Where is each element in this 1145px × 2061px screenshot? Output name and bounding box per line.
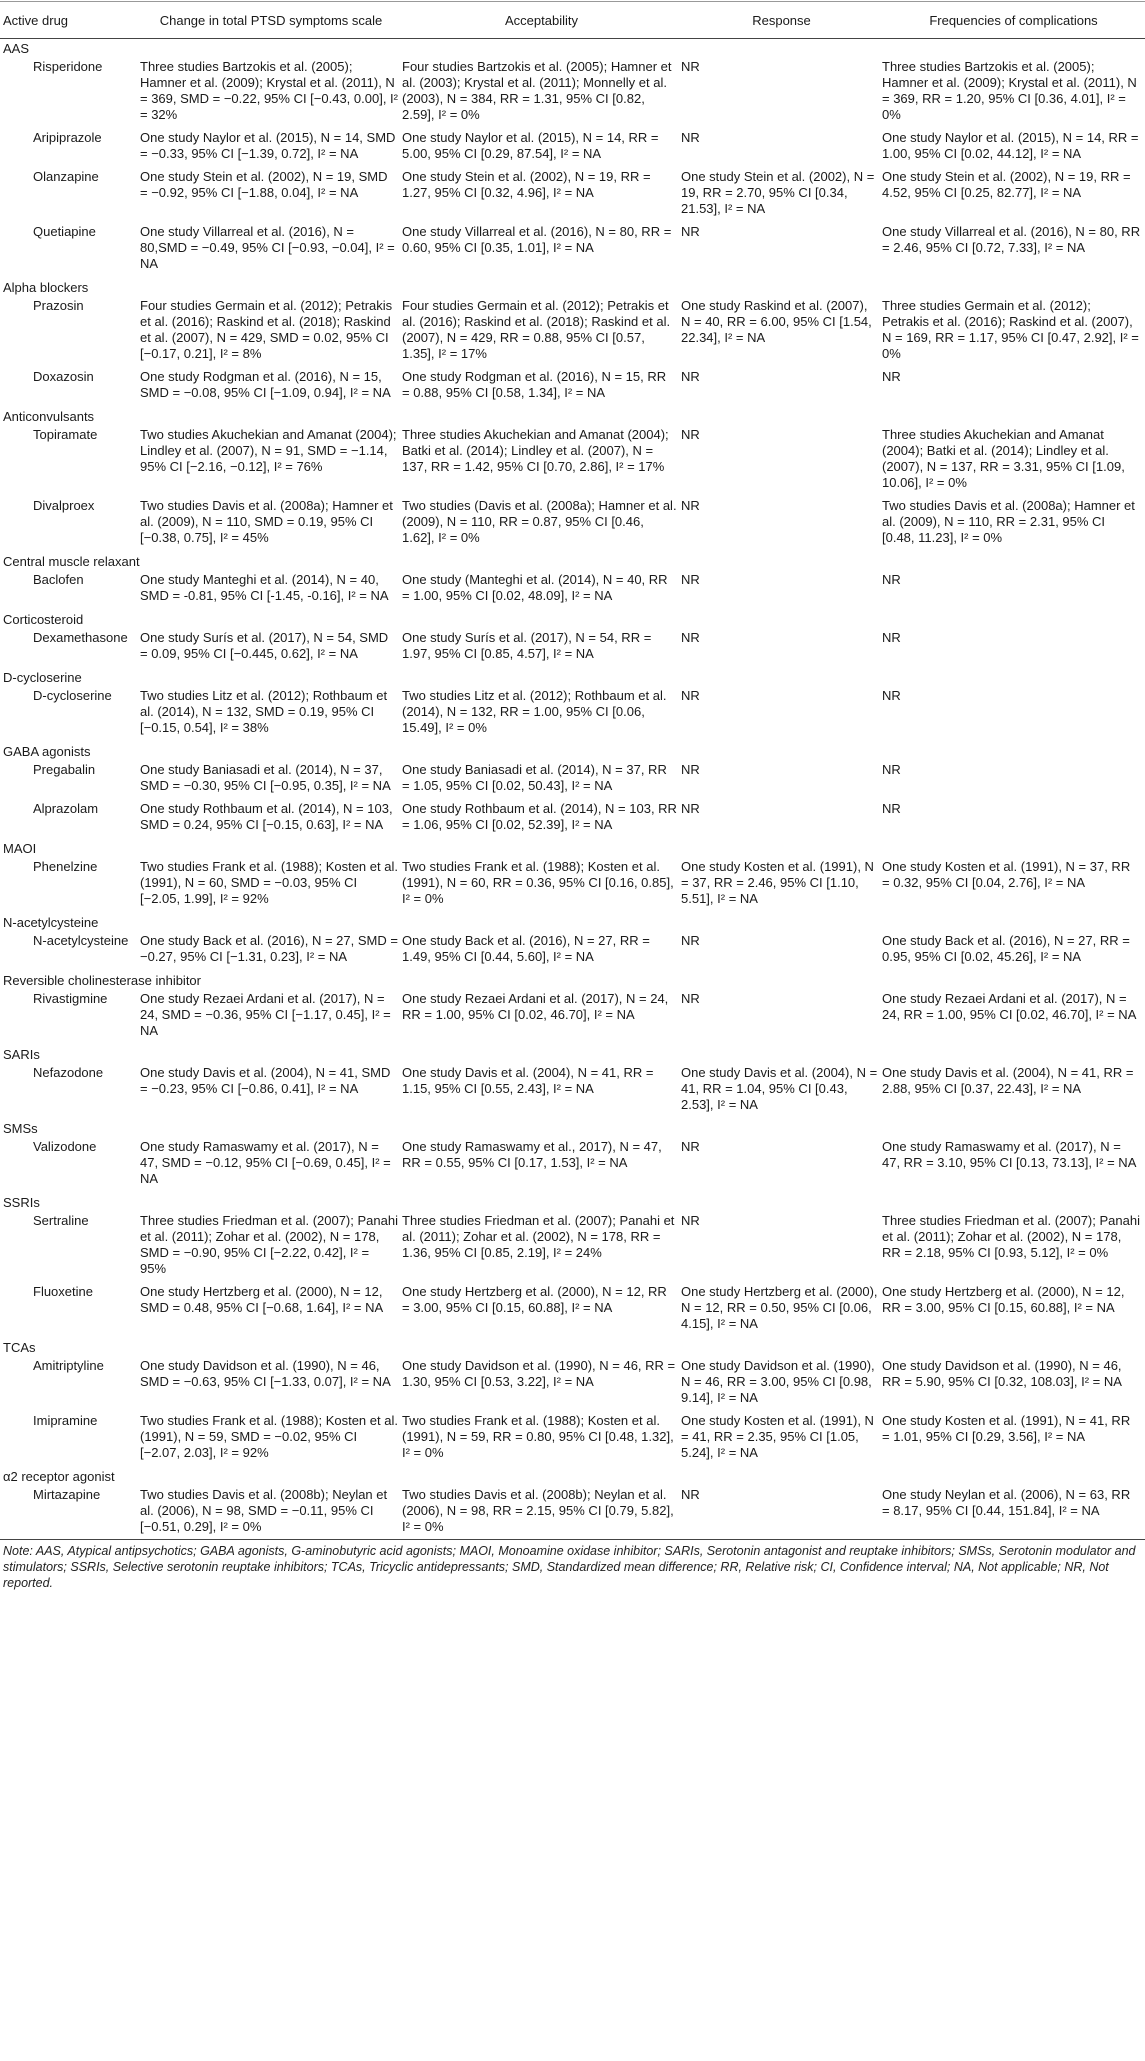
complications-cell: One study Davis et al. (2004), N = 41, RR = 2.88, 95% CI [0.37, 22.43], I² = NA	[882, 1065, 1134, 1096]
response-cell: NR	[681, 991, 700, 1006]
table-row	[0, 687, 1145, 742]
change-cell: One study Rothbaum et al. (2014), N = 103, SMD = 0.24, 95% CI [−0.15, 0.63], I² = NA	[140, 801, 393, 832]
category-row	[0, 1193, 1145, 1212]
response-cell: NR	[681, 572, 700, 587]
complications-cell: One study Ramaswamy et al. (2017), N = 47, RR = 3.10, 95% CI [0.13, 73.13], I² = NA	[882, 1139, 1137, 1170]
drug-name-cell: Olanzapine	[33, 169, 99, 184]
drug-name-cell: Quetiapine	[33, 224, 96, 239]
drug-name-cell: D-cycloserine	[33, 688, 112, 703]
category-label: Alpha blockers	[3, 280, 89, 295]
table-row	[0, 1486, 1145, 1540]
drug-name-cell: Valizodone	[33, 1139, 97, 1154]
header-change-ptsd: Change in total PTSD symptoms scale	[140, 2, 402, 39]
response-cell: NR	[681, 762, 700, 777]
drug-name-cell: Amitriptyline	[33, 1358, 104, 1373]
complications-cell: NR	[882, 572, 901, 587]
complications-cell: One study Neylan et al. (2006), N = 63, RR = 8.17, 95% CI [0.44, 151.84], I² = NA	[882, 1486, 1145, 1540]
change-cell: Two studies Davis et al. (2008b); Neylan et al. (2006), N = 98, SMD = −0.11, 95% CI [−0.51, 0.29], I² = 0%	[140, 1486, 402, 1540]
category-row	[0, 971, 1145, 990]
complications-cell: One study Kosten et al. (1991), N = 37, RR = 0.32, 95% CI [0.04, 2.76], I² = NA	[882, 859, 1131, 890]
complications-cell: One study Kosten et al. (1991), N = 41, RR = 1.01, 95% CI [0.29, 3.56], I² = NA	[882, 1413, 1131, 1444]
acceptability-cell: One study Baniasadi et al. (2014), N = 37, RR = 1.05, 95% CI [0.02, 50.43], I² = NA	[402, 762, 667, 793]
acceptability-cell: One study Rothbaum et al. (2014), N = 103, RR = 1.06, 95% CI [0.02, 52.39], I² = NA	[402, 801, 677, 832]
table-body	[0, 39, 1145, 1540]
drug-name-cell: Nefazodone	[33, 1065, 104, 1080]
response-cell: One study Davis et al. (2004), N = 41, RR = 1.04, 95% CI [0.43, 2.53], I² = NA	[681, 1065, 878, 1112]
table-row	[0, 990, 1145, 1045]
acceptability-cell: One study Ramaswamy et al., 2017), N = 47, RR = 0.55, 95% CI [0.17, 1.53], I² = NA	[402, 1139, 662, 1170]
complications-cell: NR	[882, 630, 901, 645]
category-row	[0, 913, 1145, 932]
table-row	[0, 932, 1145, 971]
acceptability-cell: One study Stein et al. (2002), N = 19, RR = 1.27, 95% CI [0.32, 4.96], I² = NA	[402, 169, 651, 200]
category-row	[0, 1119, 1145, 1138]
results-table	[0, 1, 1145, 1540]
table-header	[0, 2, 1145, 39]
acceptability-cell: One study Rodgman et al. (2016), N = 15, RR = 0.88, 95% CI [0.58, 1.34], I² = NA	[402, 369, 667, 400]
drug-name-cell: Prazosin	[33, 298, 84, 313]
complications-cell: NR	[882, 369, 901, 384]
change-cell: Two studies Akuchekian and Amanat (2004); Lindley et al. (2007), N = 91, SMD = −1.14, 95% CI [−2.16, −0.12], I² = 76%	[140, 427, 397, 474]
category-label: Anticonvulsants	[3, 409, 95, 424]
table-row	[0, 1412, 1145, 1467]
complications-cell: One study Davidson et al. (1990), N = 46, RR = 5.90, 95% CI [0.32, 108.03], I² = NA	[882, 1358, 1122, 1389]
change-cell: One study Villarreal et al. (2016), N = 80,SMD = −0.49, 95% CI [−0.93, −0.04], I² = NA	[140, 224, 395, 271]
table-row	[0, 297, 1145, 368]
category-label: D-cycloserine	[3, 670, 82, 685]
category-label: Reversible cholinesterase inhibitor	[3, 973, 201, 988]
category-label: SMSs	[3, 1121, 38, 1136]
complications-cell: Three studies Bartzokis et al. (2005); Hamner et al. (2009); Krystal et al. (2011), N = 369, RR = 1.20, 95% CI [0.36, 4.01], I² = 0%	[882, 59, 1137, 122]
category-row	[0, 668, 1145, 687]
response-cell: NR	[681, 1486, 882, 1540]
table-row	[0, 1064, 1145, 1119]
acceptability-cell: Two studies Frank et al. (1988); Kosten et al. (1991), N = 59, RR = 0.80, 95% CI [0.48, 1.32], I² = 0%	[402, 1413, 674, 1460]
drug-name-cell: N-acetylcysteine	[33, 933, 129, 948]
change-cell: Two studies Litz et al. (2012); Rothbaum et al. (2014), N = 132, SMD = 0.19, 95% CI [−0.15, 0.54], I² = 38%	[140, 688, 388, 735]
change-cell: One study Back et al. (2016), N = 27, SMD = −0.27, 95% CI [−1.31, 0.23], I² = NA	[140, 933, 398, 964]
acceptability-cell: Two studies Davis et al. (2008b); Neylan et al. (2006), N = 98, RR = 2.15, 95% CI [0.79, 5.82], I² = 0%	[402, 1486, 681, 1540]
drug-name-cell: Dexamethasone	[33, 630, 128, 645]
drug-name-cell: Phenelzine	[33, 859, 98, 874]
table-row	[0, 1283, 1145, 1338]
header-response: Response	[681, 2, 882, 39]
category-label: α2 receptor agonist	[3, 1469, 115, 1484]
response-cell: One study Kosten et al. (1991), N = 37, RR = 2.46, 95% CI [1.10, 5.51], I² = NA	[681, 859, 874, 906]
change-cell: Two studies Frank et al. (1988); Kosten et al. (1991), N = 59, SMD = −0.02, 95% CI [−2.07, 2.03], I² = 92%	[140, 1413, 398, 1460]
table-row	[0, 629, 1145, 668]
table-row	[0, 1212, 1145, 1283]
acceptability-cell: Two studies Frank et al. (1988); Kosten et al. (1991), N = 60, RR = 0.36, 95% CI [0.16, 0.85], I² = 0%	[402, 859, 674, 906]
drug-name-cell: Doxazosin	[33, 369, 94, 384]
complications-cell: Two studies Davis et al. (2008a); Hamner et al. (2009), N = 110, RR = 2.31, 95% CI [0.48, 11.23], I² = 0%	[882, 498, 1135, 545]
response-cell: NR	[681, 933, 700, 948]
change-cell: One study Stein et al. (2002), N = 19, SMD = −0.92, 95% CI [−1.88, 0.04], I² = NA	[140, 169, 388, 200]
category-row	[0, 278, 1145, 297]
response-cell: NR	[681, 130, 700, 145]
change-cell: One study Ramaswamy et al. (2017), N = 47, SMD = −0.12, 95% CI [−0.69, 0.45], I² = NA	[140, 1139, 391, 1186]
acceptability-cell: One study Surís et al. (2017), N = 54, RR = 1.97, 95% CI [0.85, 4.57], I² = NA	[402, 630, 652, 661]
category-row	[0, 1338, 1145, 1357]
header-acceptability: Acceptability	[402, 2, 681, 39]
table-row	[0, 223, 1145, 278]
drug-name-cell: Fluoxetine	[33, 1284, 93, 1299]
table-row	[0, 168, 1145, 223]
header-active-drug: Active drug	[0, 2, 140, 39]
header-complications: Frequencies of complications	[882, 2, 1145, 39]
drug-name-cell: Imipramine	[33, 1413, 98, 1428]
change-cell: One study Manteghi et al. (2014), N = 40, SMD = -0.81, 95% CI [-1.45, -0.16], I² = NA	[140, 572, 389, 603]
response-cell: One study Stein et al. (2002), N = 19, RR = 2.70, 95% CI [0.34, 21.53], I² = NA	[681, 169, 875, 216]
drug-name-cell: Pregabalin	[33, 762, 96, 777]
complications-cell: Three studies Germain et al. (2012); Petrakis et al. (2016); Raskind et al. (2007), N = 169, RR = 1.17, 95% CI [0.47, 2.92], I² = 0%	[882, 298, 1139, 361]
response-cell: NR	[681, 688, 700, 703]
table-row	[0, 368, 1145, 407]
acceptability-cell: Four studies Bartzokis et al. (2005); Hamner et al. (2003); Krystal et al. (2011); Monnelly et al. (2003), N = 384, RR = 1.31, 95% CI [0.82, 2.59], I² = 0%	[402, 59, 672, 122]
change-cell: One study Davidson et al. (1990), N = 46, SMD = −0.63, 95% CI [−1.33, 0.07], I² = NA	[140, 1358, 391, 1389]
table-footnote: Note: AAS, Atypical antipsychotics; GABA agonists, G-aminobutyric acid agonists; MAOI, Monoamine oxidase inhibitor; SARIs, Serotonin antagonist and reuptake inhibitors; SMSs, Serotonin modulator and stimulators; SSRIs, Selective serotonin reuptake inhibitors; TCAs, Tricyclic antidepressants; SMD, Standardized mean difference; RR, Relative risk; CI, Confidence interval; NA, Not applicable; NR, Not reported.	[3, 1544, 1136, 1590]
complications-cell: One study Hertzberg et al. (2000), N = 12, RR = 3.00, 95% CI [0.15, 60.88], I² = NA	[882, 1284, 1125, 1315]
acceptability-cell: Four studies Germain et al. (2012); Petrakis et al. (2016); Raskind et al. (2018); Raskind et al. (2007), N = 429, RR = 0.88, 95% CI [0.57, 1.35], I² = 17%	[402, 298, 671, 361]
category-row	[0, 839, 1145, 858]
acceptability-cell: One study Naylor et al. (2015), N = 14, RR = 5.00, 95% CI [0.29, 87.54], I² = NA	[402, 130, 659, 161]
acceptability-cell: One study Davidson et al. (1990), N = 46, RR = 1.30, 95% CI [0.53, 3.22], I² = NA	[402, 1358, 676, 1389]
category-label: N-acetylcysteine	[3, 915, 99, 930]
change-cell: One study Hertzberg et al. (2000), N = 12, SMD = 0.48, 95% CI [−0.68, 1.64], I² = NA	[140, 1284, 384, 1315]
response-cell: NR	[681, 630, 700, 645]
complications-cell: One study Villarreal et al. (2016), N = 80, RR = 2.46, 95% CI [0.72, 7.33], I² = NA	[882, 224, 1141, 255]
acceptability-cell: One study Davis et al. (2004), N = 41, RR = 1.15, 95% CI [0.55, 2.43], I² = NA	[402, 1065, 654, 1096]
response-cell: One study Hertzberg et al. (2000), N = 12, RR = 0.50, 95% CI [0.06, 4.15], I² = NA	[681, 1284, 878, 1331]
category-row	[0, 1045, 1145, 1064]
acceptability-cell: Two studies (Davis et al. (2008a); Hamner et al. (2009), N = 110, RR = 0.87, 95% CI [0.46, 1.62], I² = 0%	[402, 498, 677, 545]
table-row	[0, 858, 1145, 913]
table-row	[0, 1138, 1145, 1193]
drug-name-cell: Topiramate	[33, 427, 98, 442]
category-row	[0, 742, 1145, 761]
complications-cell: NR	[882, 762, 901, 777]
response-cell: NR	[681, 801, 700, 816]
table-row	[0, 571, 1145, 610]
change-cell: One study Surís et al. (2017), N = 54, SMD = 0.09, 95% CI [−0.445, 0.62], I² = NA	[140, 630, 389, 661]
acceptability-cell: Three studies Akuchekian and Amanat (2004); Batki et al. (2014); Lindley et al. (2007), N = 137, RR = 1.42, 95% CI [0.70, 2.86], I² = 17%	[402, 427, 669, 474]
category-row	[0, 610, 1145, 629]
category-label: Central muscle relaxant	[3, 554, 140, 569]
category-label: MAOI	[3, 841, 37, 856]
complications-cell: One study Rezaei Ardani et al. (2017), N = 24, RR = 1.00, 95% CI [0.02, 46.70], I² = NA	[882, 991, 1137, 1022]
table-row	[0, 761, 1145, 800]
complications-cell: NR	[882, 688, 901, 703]
drug-name-cell: Mirtazapine	[0, 1486, 140, 1540]
response-cell: One study Davidson et al. (1990), N = 46, RR = 3.00, 95% CI [0.98, 9.14], I² = NA	[681, 1358, 875, 1405]
drug-name-cell: Risperidone	[33, 59, 103, 74]
complications-cell: NR	[882, 801, 901, 816]
table-row	[0, 800, 1145, 839]
change-cell: One study Rezaei Ardani et al. (2017), N = 24, SMD = −0.36, 95% CI [−1.17, 0.45], I² = NA	[140, 991, 391, 1038]
response-cell: NR	[681, 224, 700, 239]
drug-name-cell: Baclofen	[33, 572, 84, 587]
table-row	[0, 129, 1145, 168]
complications-cell: One study Naylor et al. (2015), N = 14, RR = 1.00, 95% CI [0.02, 44.12], I² = NA	[882, 130, 1139, 161]
response-cell: NR	[681, 427, 700, 442]
category-row	[0, 1467, 1145, 1486]
category-label: GABA agonists	[3, 744, 91, 759]
response-cell: NR	[681, 1139, 700, 1154]
change-cell: One study Davis et al. (2004), N = 41, SMD = −0.23, 95% CI [−0.86, 0.41], I² = NA	[140, 1065, 391, 1096]
category-row	[0, 39, 1145, 59]
acceptability-cell: Three studies Friedman et al. (2007); Panahi et al. (2011); Zohar et al. (2002), N = 178, RR = 1.36, 95% CI [0.85, 2.19], I² = 24%	[402, 1213, 675, 1260]
acceptability-cell: One study Villarreal et al. (2016), N = 80, RR = 0.60, 95% CI [0.35, 1.01], I² = NA	[402, 224, 672, 255]
response-cell: NR	[681, 369, 700, 384]
response-cell: One study Raskind et al. (2007), N = 40, RR = 6.00, 95% CI [1.54, 22.34], I² = NA	[681, 298, 872, 345]
change-cell: One study Baniasadi et al. (2014), N = 37, SMD = −0.30, 95% CI [−0.95, 0.35], I² = NA	[140, 762, 391, 793]
change-cell: Four studies Germain et al. (2012); Petrakis et al. (2016); Raskind et al. (2018); Raskind et al. (2007), N = 429, SMD = 0.02, 95% CI [−0.17, 0.21], I² = 8%	[140, 298, 393, 361]
response-cell: NR	[681, 59, 700, 74]
category-label: SARIs	[3, 1047, 40, 1062]
change-cell: Three studies Friedman et al. (2007); Panahi et al. (2011); Zohar et al. (2002), N = 178, SMD = −0.90, 95% CI [−2.22, 0.42], I² = 95%	[140, 1213, 398, 1276]
complications-cell: Three studies Akuchekian and Amanat (2004); Batki et al. (2014); Lindley et al. (2007), N = 137, RR = 3.31, 95% CI [1.09, 10.06], I² = 0%	[882, 427, 1125, 490]
response-cell: One study Kosten et al. (1991), N = 41, RR = 2.35, 95% CI [1.05, 5.24], I² = NA	[681, 1413, 874, 1460]
table-row	[0, 426, 1145, 497]
drug-name-cell: Divalproex	[33, 498, 95, 513]
category-label: AAS	[3, 41, 30, 56]
acceptability-cell: One study (Manteghi et al. (2014), N = 40, RR = 1.00, 95% CI [0.02, 48.09], I² = NA	[402, 572, 668, 603]
response-cell: NR	[681, 498, 700, 513]
table-row	[0, 1357, 1145, 1412]
table-row	[0, 497, 1145, 552]
change-cell: Two studies Davis et al. (2008a); Hamner et al. (2009), N = 110, SMD = 0.19, 95% CI [−0.38, 0.75], I² = 45%	[140, 498, 393, 545]
category-label: TCAs	[3, 1340, 36, 1355]
acceptability-cell: One study Back et al. (2016), N = 27, RR = 1.49, 95% CI [0.44, 5.60], I² = NA	[402, 933, 650, 964]
category-row	[0, 552, 1145, 571]
complications-cell: One study Back et al. (2016), N = 27, RR = 0.95, 95% CI [0.02, 45.26], I² = NA	[882, 933, 1130, 964]
table-row	[0, 58, 1145, 129]
drug-name-cell: Alprazolam	[33, 801, 99, 816]
complications-cell: One study Stein et al. (2002), N = 19, RR = 4.52, 95% CI [0.25, 82.77], I² = NA	[882, 169, 1131, 200]
drug-name-cell: Aripiprazole	[33, 130, 102, 145]
response-cell: NR	[681, 1213, 700, 1228]
change-cell: One study Rodgman et al. (2016), N = 15, SMD = −0.08, 95% CI [−1.09, 0.94], I² = NA	[140, 369, 391, 400]
change-cell: Two studies Frank et al. (1988); Kosten et al. (1991), N = 60, SMD = −0.03, 95% CI [−2.05, 1.99], I² = 92%	[140, 859, 398, 906]
category-label: SSRIs	[3, 1195, 40, 1210]
drug-name-cell: Rivastigmine	[33, 991, 108, 1006]
acceptability-cell: One study Rezaei Ardani et al. (2017), N = 24, RR = 1.00, 95% CI [0.02, 46.70], I² = NA	[402, 991, 669, 1022]
change-cell: One study Naylor et al. (2015), N = 14, SMD = −0.33, 95% CI [−1.39, 0.72], I² = NA	[140, 130, 396, 161]
complications-cell: Three studies Friedman et al. (2007); Panahi et al. (2011); Zohar et al. (2002), N = 178, RR = 2.18, 95% CI [0.93, 5.12], I² = 0%	[882, 1213, 1140, 1260]
category-row	[0, 407, 1145, 426]
acceptability-cell: Two studies Litz et al. (2012); Rothbaum et al. (2014), N = 132, RR = 1.00, 95% CI [0.06, 15.49], I² = 0%	[402, 688, 667, 735]
acceptability-cell: One study Hertzberg et al. (2000), N = 12, RR = 3.00, 95% CI [0.15, 60.88], I² = NA	[402, 1284, 667, 1315]
change-cell: Three studies Bartzokis et al. (2005); Hamner et al. (2009); Krystal et al. (2011), N = 369, SMD = −0.22, 95% CI [−0.43, 0.00], I² = 32%	[140, 59, 398, 122]
category-label: Corticosteroid	[3, 612, 84, 627]
drug-name-cell: Sertraline	[33, 1213, 89, 1228]
